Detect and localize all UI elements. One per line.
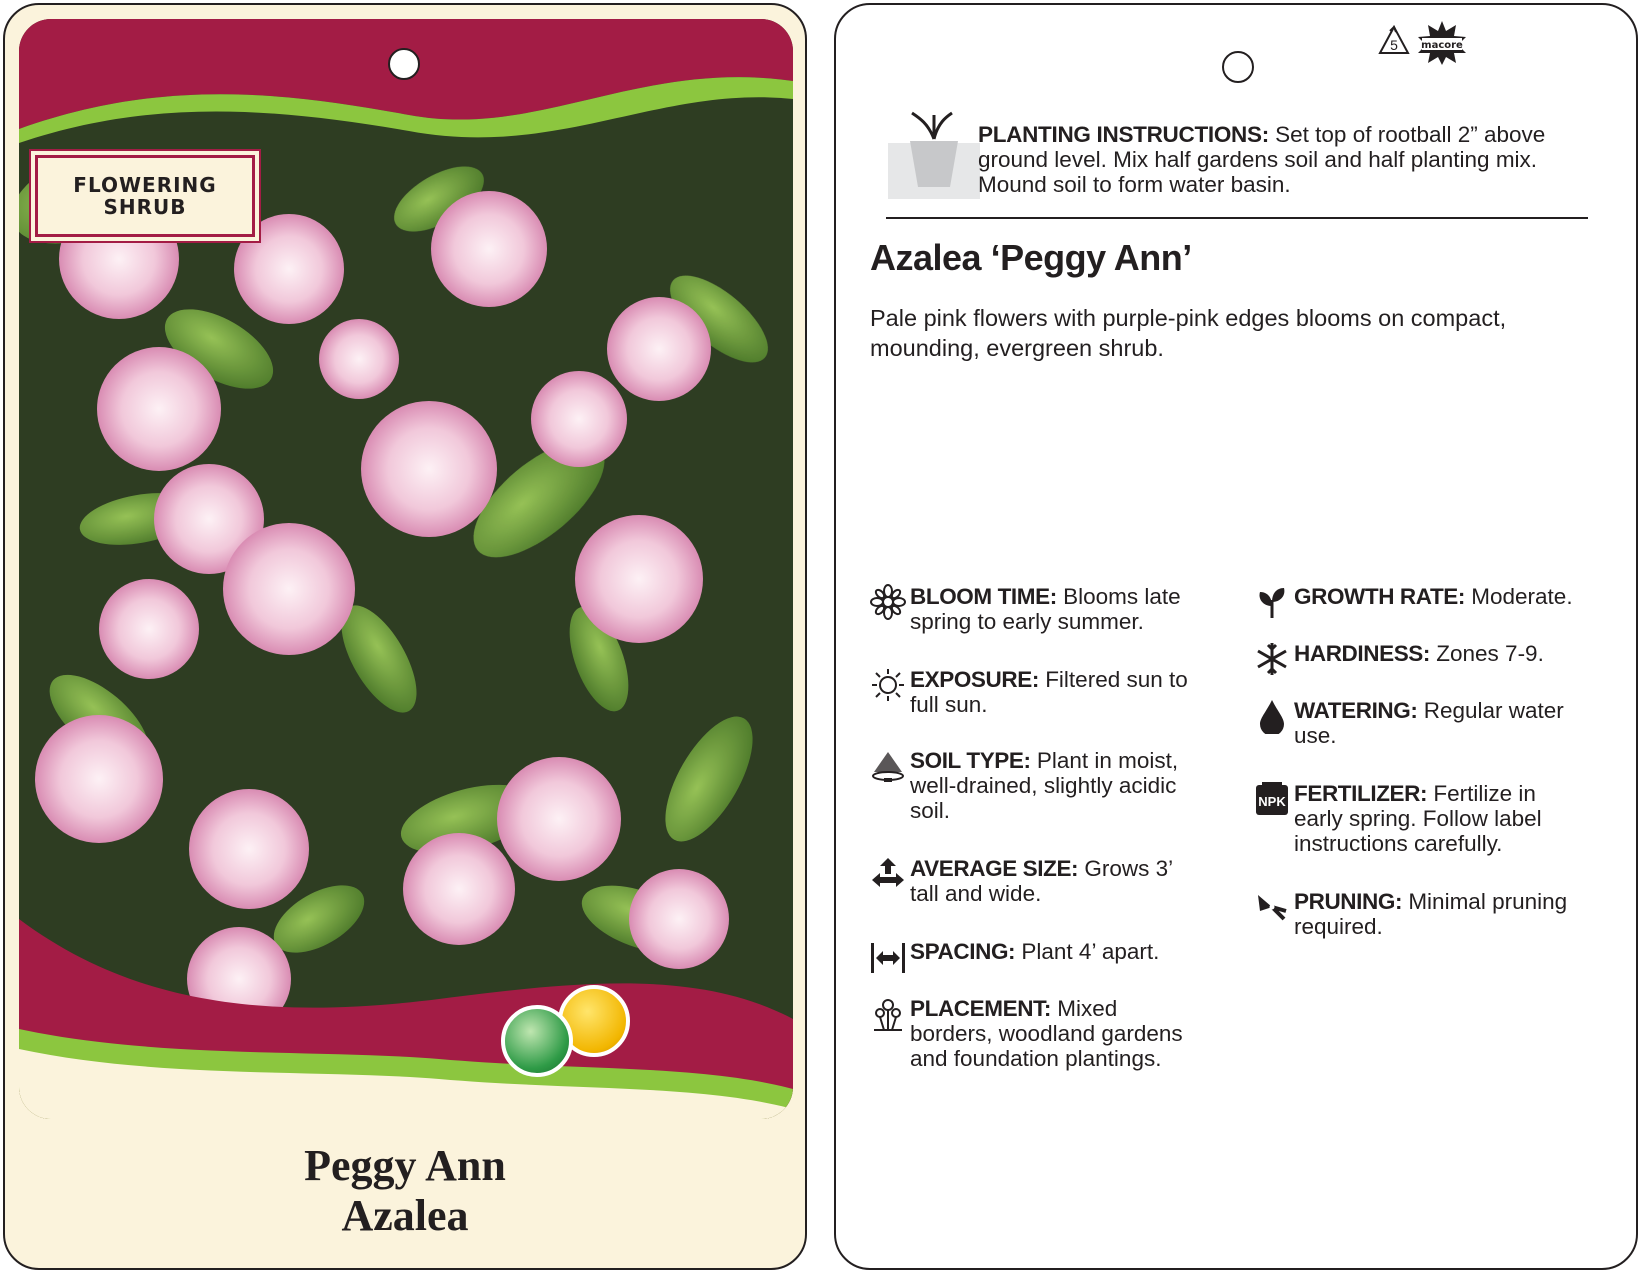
spec-label: PRUNING: (1294, 889, 1403, 914)
spec-soil-type (870, 748, 1200, 823)
category-line-1: FLOWERING (73, 173, 217, 197)
spacing-icon (870, 939, 906, 975)
common-name-line-2: Azalea (341, 1191, 469, 1240)
plant-description: Pale pink flowers with purple-pink edges blooms on compact, mounding, evergreen shrub. (870, 305, 1507, 361)
spec-label: GROWTH RATE: (1294, 584, 1466, 609)
spec-label: EXPOSURE: (910, 667, 1039, 692)
spec-label: WATERING: (1294, 698, 1418, 723)
spec-text: Regular water use. (1294, 698, 1564, 748)
brand-name: macore (1421, 40, 1463, 51)
spec-text: Blooms late spring to early summer. (910, 584, 1181, 634)
spec-label: FERTILIZER: (1294, 781, 1428, 806)
front-tag (3, 3, 807, 1270)
plant-title: Azalea ‘Peggy Ann’ (870, 237, 1192, 278)
macore-logo-icon (1416, 19, 1468, 65)
spec-text: Filtered sun to full sun. (910, 667, 1188, 717)
hang-hole (1222, 51, 1254, 83)
spec-pruning (1254, 889, 1584, 939)
planting-instructions (978, 122, 1578, 197)
back-tag (834, 3, 1638, 1270)
spec-watering (1254, 698, 1584, 748)
hang-hole (388, 48, 420, 80)
recycle-icon (1376, 23, 1412, 59)
size-icon (870, 856, 906, 892)
spec-label: SOIL TYPE: (910, 748, 1031, 773)
spec-text: Mixed borders, woodland gardens and foundation plantings. (910, 996, 1183, 1071)
spec-placement (870, 996, 1200, 1071)
spec-text: Zones 7-9. (1430, 641, 1544, 666)
water-drop-icon (1254, 698, 1290, 734)
recycle-code: 5 (1390, 37, 1398, 53)
sprout-icon (1254, 584, 1290, 620)
spec-label: BLOOM TIME: (910, 584, 1057, 609)
planting-instructions-text: Set top of rootball 2” above ground level. Mix half gardens soil and half planting mix. Mound soil to form water basin. (978, 122, 1546, 197)
spec-text: Moderate. (1465, 584, 1573, 609)
spec-text: Grows 3’ tall and wide. (910, 856, 1173, 906)
spec-exposure (870, 667, 1200, 717)
spec-text: Plant 4’ apart. (1015, 939, 1160, 964)
spec-label: SPACING: (910, 939, 1016, 964)
sun-icon (870, 667, 906, 703)
spec-label: AVERAGE SIZE: (910, 856, 1079, 881)
spec-label: HARDINESS: (1294, 641, 1431, 666)
spec-average-size (870, 856, 1200, 906)
npk-label: NPK (1258, 794, 1286, 809)
placement-icon (870, 996, 906, 1032)
spec-text: Plant in moist, well-drained, slightly acidic soil. (910, 748, 1179, 823)
flower-icon (870, 584, 906, 620)
pruners-icon (1254, 889, 1290, 925)
spec-hardiness (1254, 641, 1584, 666)
snowflake-icon (1254, 641, 1290, 677)
category-badge (35, 155, 255, 237)
divider (886, 217, 1588, 219)
potted-plant-icon (888, 109, 980, 199)
planting-instructions-label: PLANTING INSTRUCTIONS: (978, 122, 1269, 147)
spec-fertilizer (1254, 781, 1584, 856)
soil-icon (870, 748, 906, 784)
spec-spacing (870, 939, 1200, 964)
category-line-2: SHRUB (103, 195, 187, 219)
spec-text: Minimal pruning required. (1294, 889, 1568, 939)
spec-text: Fertilize in early spring. Follow label instructions carefully. (1294, 781, 1542, 856)
spec-growth-rate (1254, 584, 1584, 609)
spec-bloom-time (870, 584, 1200, 634)
spec-label: PLACEMENT: (910, 996, 1051, 1021)
fertilizer-icon (1254, 781, 1290, 817)
evergreen-green-dot-icon (501, 1005, 573, 1077)
common-name-line-1: Peggy Ann (304, 1141, 506, 1190)
